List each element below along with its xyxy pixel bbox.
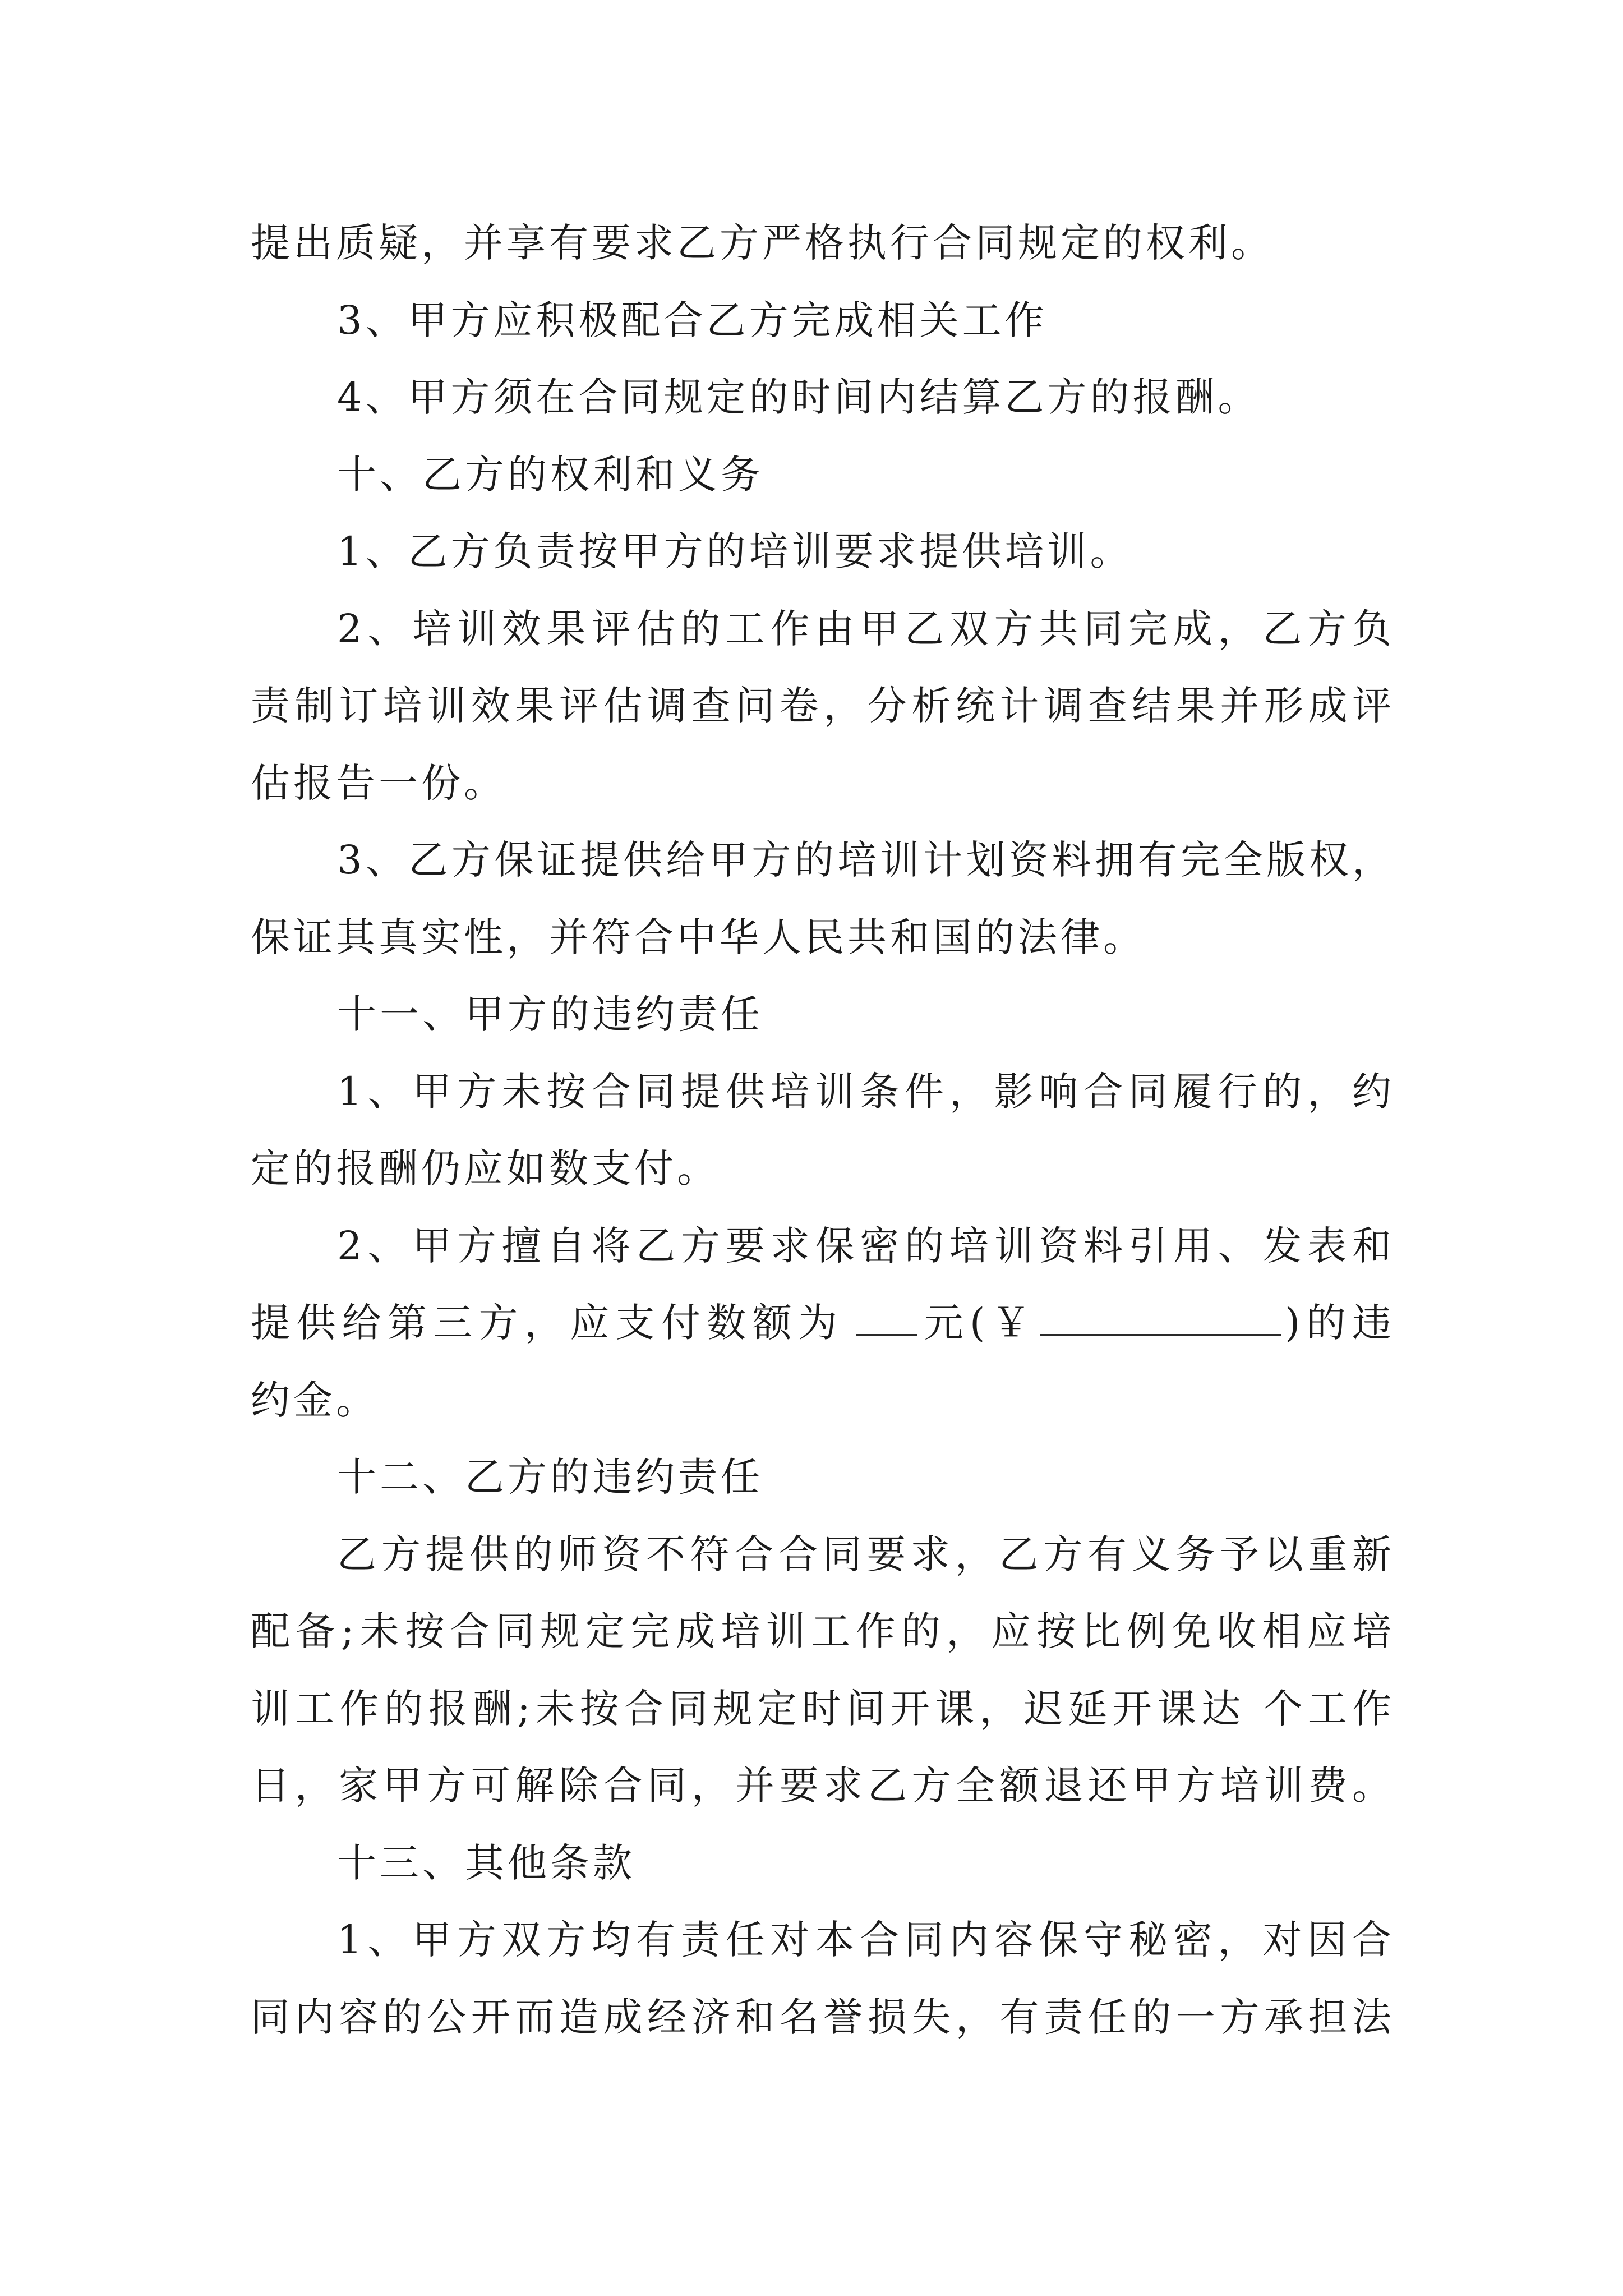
penalty-text-before: 提供给第三方，应支付数额为 bbox=[251, 1300, 844, 1346]
amount-words-blank bbox=[856, 1333, 917, 1336]
clause-text-line: 乙方提供的师资不符合合同要求，乙方有义务予以重新 bbox=[337, 1531, 1395, 1577]
clause-text-line: 1、甲方未按合同提供培训条件，影响合同履行的，约 bbox=[337, 1068, 1395, 1115]
section-heading-10: 十、乙方的权利和义务 bbox=[337, 451, 763, 498]
penalty-text-after: )的违 bbox=[1285, 1300, 1395, 1346]
section-heading-11: 十一、甲方的违约责任 bbox=[337, 991, 763, 1037]
penalty-text-mid: 元(￥ bbox=[921, 1300, 1038, 1346]
clause-text-line: 估报告一份。 bbox=[251, 760, 506, 806]
clause-text-line: 2、甲方擅自将乙方要求保密的培训资料引用、发表和 bbox=[337, 1222, 1395, 1269]
clause-text-line: 3、乙方保证提供给甲方的培训计划资料拥有完全版权， bbox=[337, 837, 1395, 883]
clause-text-line: 3、甲方应积极配合乙方完成相关工作 bbox=[337, 297, 1048, 343]
clause-text-line: 配备;未按合同规定完成培训工作的，应按比例免收相应培 bbox=[251, 1608, 1395, 1654]
clause-text-line: 保证其真实性，并符合中华人民共和国的法律。 bbox=[251, 914, 1146, 960]
clause-text-line: 约金。 bbox=[251, 1377, 379, 1423]
clause-text-line: 4、甲方须在合同规定的时间内结算乙方的报酬。 bbox=[337, 374, 1261, 420]
section-heading-13: 十三、其他条款 bbox=[337, 1839, 635, 1886]
penalty-amount-line bbox=[251, 1285, 1395, 1362]
clause-text-line: 定的报酬仍应如数支付。 bbox=[251, 1145, 720, 1191]
clause-text-line: 2、培训效果评估的工作由甲乙双方共同完成，乙方负 bbox=[337, 605, 1395, 652]
clause-text-line: 提出质疑，并享有要求乙方严格执行合同规定的权利。 bbox=[251, 220, 1274, 266]
amount-figure-blank bbox=[1040, 1333, 1281, 1336]
clause-text-line: 责制订培训效果评估调查问卷，分析统计调查结果并形成评 bbox=[251, 683, 1395, 729]
clause-text-line: 1、乙方负责按甲方的培训要求提供培训。 bbox=[337, 528, 1133, 574]
clause-text-line: 1、甲方双方均有责任对本合同内容保守秘密，对因合 bbox=[337, 1917, 1395, 1963]
clause-text-line: 日，家甲方可解除合同，并要求乙方全额退还甲方培训费。 bbox=[251, 1763, 1395, 1809]
section-heading-12: 十二、乙方的违约责任 bbox=[337, 1454, 763, 1500]
document-body bbox=[251, 205, 1395, 2056]
clause-text-line: 训工作的报酬;未按合同规定时间开课，迟延开课达 个工作 bbox=[251, 1685, 1395, 1732]
clause-text-line: 同内容的公开而造成经济和名誉损失，有责任的一方承担法 bbox=[251, 1994, 1395, 2040]
